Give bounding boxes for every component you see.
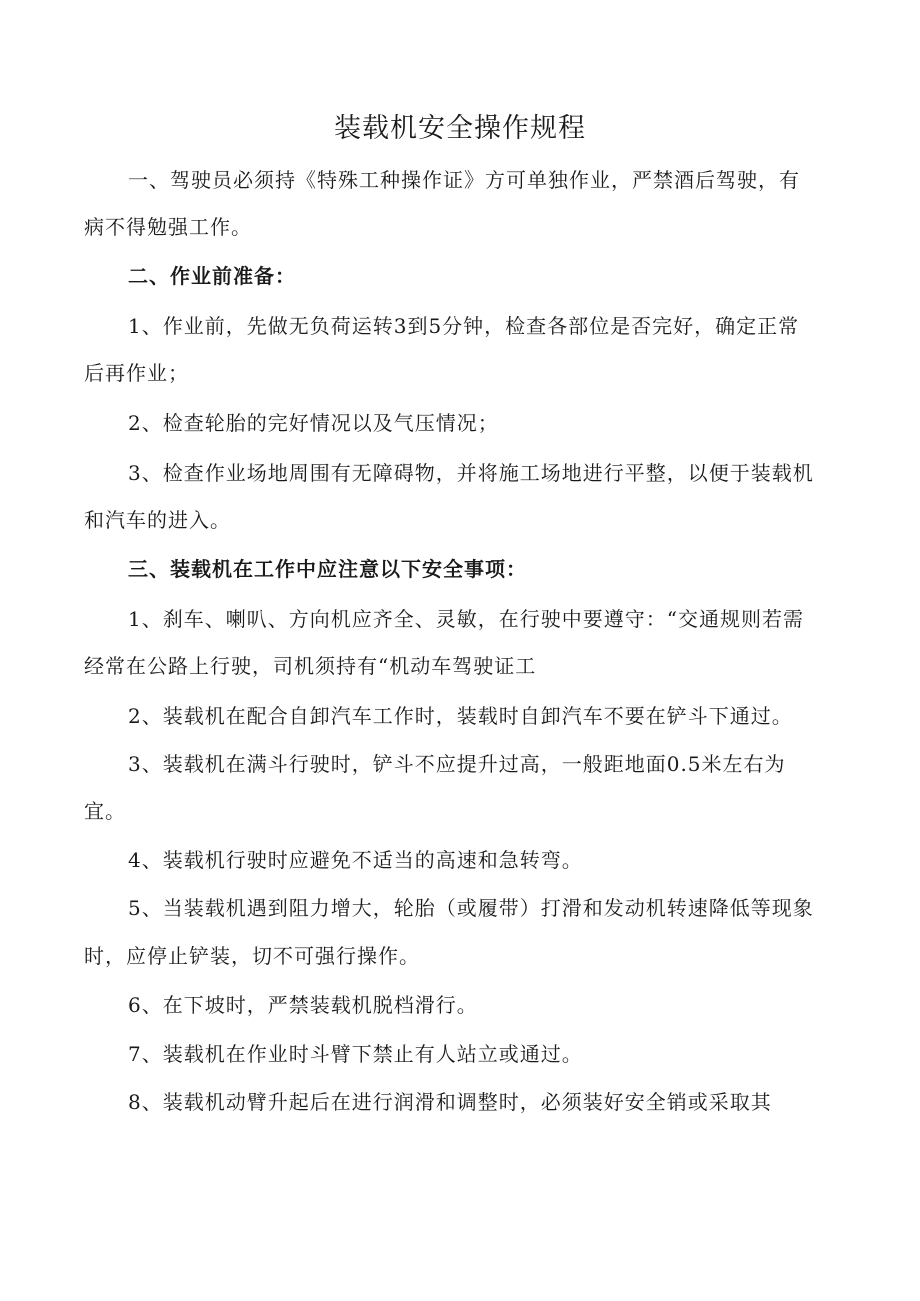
- paragraph-line: 病不得勉强工作。: [84, 215, 252, 239]
- paragraph-line: 一、驾驶员必须持《特殊工种操作证》方可单独作业，严禁酒后驾驶，有: [128, 168, 800, 192]
- paragraph-line: 3、装载机在满斗行驶时，铲斗不应提升过高，一般距地面0.5米左右为: [128, 752, 786, 776]
- paragraph-line: 6、在下坡时，严禁装载机脱档滑行。: [128, 993, 478, 1017]
- paragraph-line: 3、检查作业场地周围有无障碍物，并将施工场地进行平整，以便于装载机: [128, 461, 814, 485]
- paragraph-line: 5、当装载机遇到阻力增大，轮胎（或履带）打滑和发动机转速降低等现象: [128, 896, 814, 920]
- paragraph-line: 7、装载机在作业时斗臂下禁止有人站立或通过。: [128, 1042, 583, 1066]
- paragraph-line: 1、刹车、喇叭、方向机应齐全、灵敏，在行驶中要遵守：“交通规则若需: [128, 607, 804, 631]
- paragraph-line: 宜。: [84, 799, 126, 823]
- paragraph-line: 2、检查轮胎的完好情况以及气压情况；: [128, 411, 499, 435]
- section-heading: 二、作业前准备：: [128, 264, 296, 288]
- paragraph-line: 1、作业前，先做无负荷运转3到5分钟，检查各部位是否完好，确定正常: [128, 314, 800, 338]
- paragraph-line: 4、装载机行驶时应避免不适当的高速和急转弯。: [128, 848, 583, 872]
- page-title: 装载机安全操作规程: [334, 113, 586, 144]
- section-heading: 三、装载机在工作中应注意以下安全事项：: [128, 557, 527, 581]
- paragraph-line: 和汽车的进入。: [84, 508, 231, 532]
- paragraph-line: 后再作业；: [84, 361, 189, 385]
- paragraph-line: 经常在公路上行驶，司机须持有“机动车驾驶证工: [84, 654, 537, 678]
- paragraph-line: 8、装载机动臂升起后在进行润滑和调整时，必须装好安全销或采取其: [128, 1090, 772, 1114]
- paragraph-line: 时，应停止铲装，切不可强行操作。: [84, 944, 420, 968]
- paragraph-line: 2、装载机在配合自卸汽车工作时，装载时自卸汽车不要在铲斗下通过。: [128, 704, 793, 728]
